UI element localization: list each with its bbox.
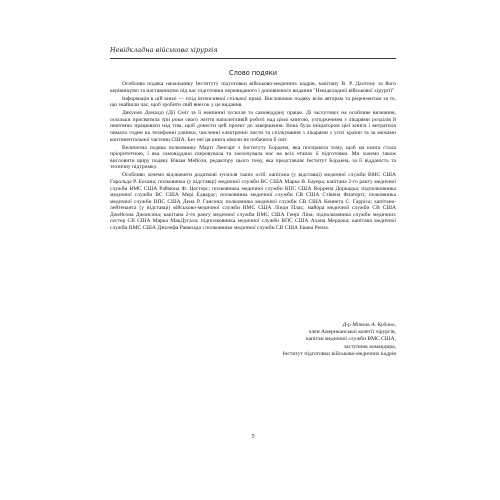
signature-line: член Американської колегії хірургів,: [308, 329, 396, 336]
paragraph: Особлива подяка начальнику Інституту підготовки військово-медичних кадрів, капітану В. Р. Далтону за його керівництво та наставництво під час підготовки перевиданого і доповненого видання "Невідкладної військової хірургії".: [110, 81, 396, 94]
signature-name: Д-р Мітель А. Кубано,: [342, 322, 396, 328]
signature-line: заступник командира,: [343, 343, 396, 350]
section-title: Слово подяки: [228, 69, 277, 77]
page-number: 5: [251, 433, 255, 440]
body-text: [110, 81, 396, 233]
signature-block: [110, 322, 396, 358]
signature-line: капітан медичної служби ВМС США,: [306, 336, 396, 343]
paragraph: Особливо хочемо відзначити додаткові зусилля таких осіб: капітана (у відставці) медичної служби ВМС США Гарольда Р. Бохана; полковника (у відставці) медичної служби ВС США Марка В. Бауера; капітана 2-го рангу медичної служби ВМС США Раймона Ф. Цестерс; полковника медичної служби ВПС США Воррена Доркадка; підполковника медичної служби ВС США Мері Едвардс; полковника медичної служби СВ США Стівена Флатерті; полковника медичної служби ВПС США Дена Р. Гансена; полковника медичної служби СВ США Кеннета С. Гарріса; капітана-лейтенанта (у відставці) військово-медичної служби ВМС США Лінди Плас; майора медичної служби СВ США Джейсона Джонсона; капітана 2-го рангу медичної служби ВМС США Генрі Ліна; підполковника служби медичних сестер СВ США Марка МакДугала; підполковника медичної служби ВПС США Алана Мердока; капітана медичної служби ВМС США Джозефа Раввоада і полковника медичної служби СВ США Евана Ренза.: [110, 172, 396, 231]
paragraph: Дякуємо Доналді (Ді) Смiт за її невпинні зусилля та самовіддану працю. Ді заслуговує на особливе визнання, оскільки присвятила три роки свого життя наполегливій роботі над цією книгою, узгодженням з лікарями розділів й невтомно працювати над тим, щоб донести цей проект до завершення. Вона була ініціатором цієї книги і витратила чимало годин на телефонні дзвінки, численні електронні листи та спілкування з лікарями з усієї країни та за межами континентальної частини США. Без неї ця книга ніколи не побачила б світ.: [110, 110, 396, 143]
paragraph: Інформація в цій книзі — плід інтенсивної спільної праці. Висловлюю подяку всім авторам та рецензентам за те, що знайшли час, щоб зробити свій внесок у це видання.: [110, 95, 396, 109]
signature-line: Інститут підготовки військово-медичних кадрів: [282, 350, 396, 357]
paragraph: Величезна подяка полковнику Марті Ленгарт з Інституту Бордена, яка посприяла тому, щоб ця книга стала пріоритетною, і яка самовіддано скеровувала та заохочувала нас на всіх етапах її підготовки. Ми хочемо також висловити щиру подяку Вівіан Мейсон, редактору цього тому, яка представляє Інститут Бордена, за її відданість та технічну підтримку.: [110, 144, 396, 171]
running-header: Невідкладна військова хірургія: [110, 46, 218, 54]
header-rule: [110, 58, 396, 59]
